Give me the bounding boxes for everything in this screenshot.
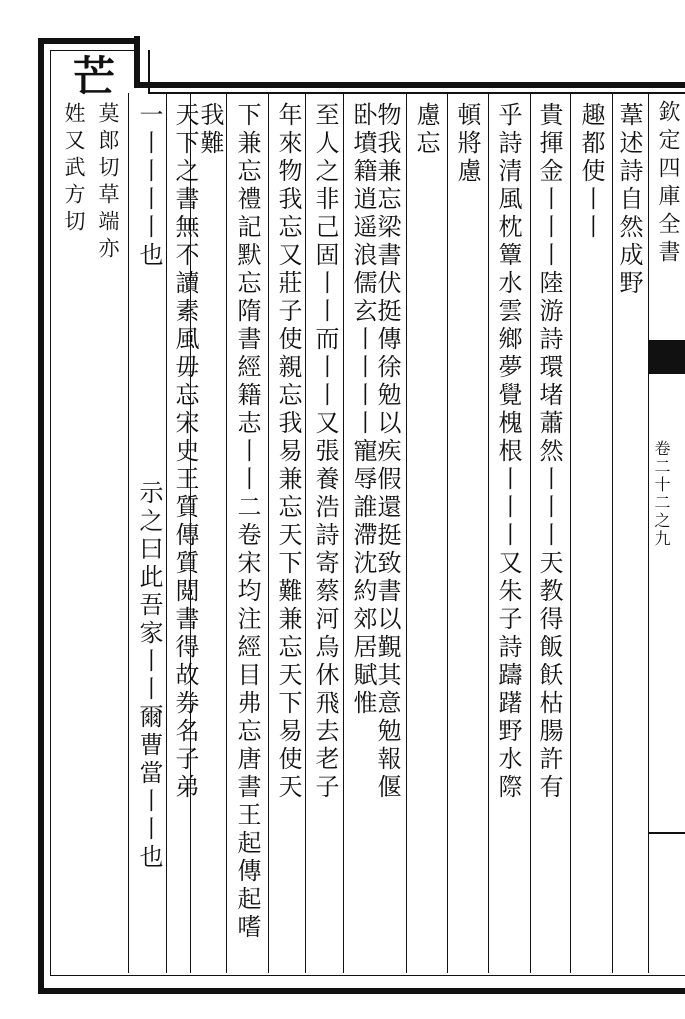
gloss-column: 姓又武方切	[62, 102, 86, 237]
gloss-column: 莫郎切草端亦	[96, 102, 120, 264]
chapter-label: 卷二十二之九	[652, 440, 671, 548]
text-column: 頓將慮	[453, 102, 481, 186]
text-column: 葦述詩自然成野	[615, 102, 643, 298]
text-column: 天下之書無不讀素風毋忘宋史王質傳質閲書得故券名子弟	[171, 102, 199, 802]
head-character: 芒	[72, 52, 115, 101]
text-column: 物我兼忘梁書伏挺傳徐勉以疾假還挺致書以覲其意勉報偃	[373, 102, 401, 802]
text-column: 至人之非己固丨丨而丨丨又張養浩詩寄蔡河烏休飛去老子	[311, 102, 339, 802]
text-column: 我難	[196, 102, 224, 158]
text-column: 乎詩清風枕簟水雲鄉夢覺槐根丨丨丨又朱子詩躊躇野水際	[494, 102, 522, 802]
step-border-thin	[150, 92, 685, 94]
text-column: 示之曰此吾家丨丨爾曹當丨丨也	[135, 480, 163, 872]
fold-band	[648, 340, 685, 374]
running-title: 欽定四庫全書	[655, 100, 680, 268]
text-column: 貴揮金丨丨丨陸游詩環堵蕭然丨丨丨天教得飯飫枯腸許有	[535, 102, 563, 802]
text-column: 卧墳籍逍遥浪儒玄丨丨丨丨寵辱誰滯沈約郊居賦惟	[349, 102, 377, 718]
text-column: 一丨丨丨丨也	[135, 102, 163, 270]
step-border-thick	[140, 82, 685, 88]
text-column: 趣都使丨丨	[577, 102, 605, 242]
fold-line	[648, 832, 685, 834]
text-column: 慮忘	[412, 102, 440, 158]
text-column: 下兼忘禮記默忘隋書經籍志丨丨二卷宋均注經目弗忘唐書王起傳起嗜	[233, 102, 261, 942]
text-column: 年來物我忘又莊子使親忘我易兼忘天下難兼忘天下易使天	[274, 102, 302, 802]
